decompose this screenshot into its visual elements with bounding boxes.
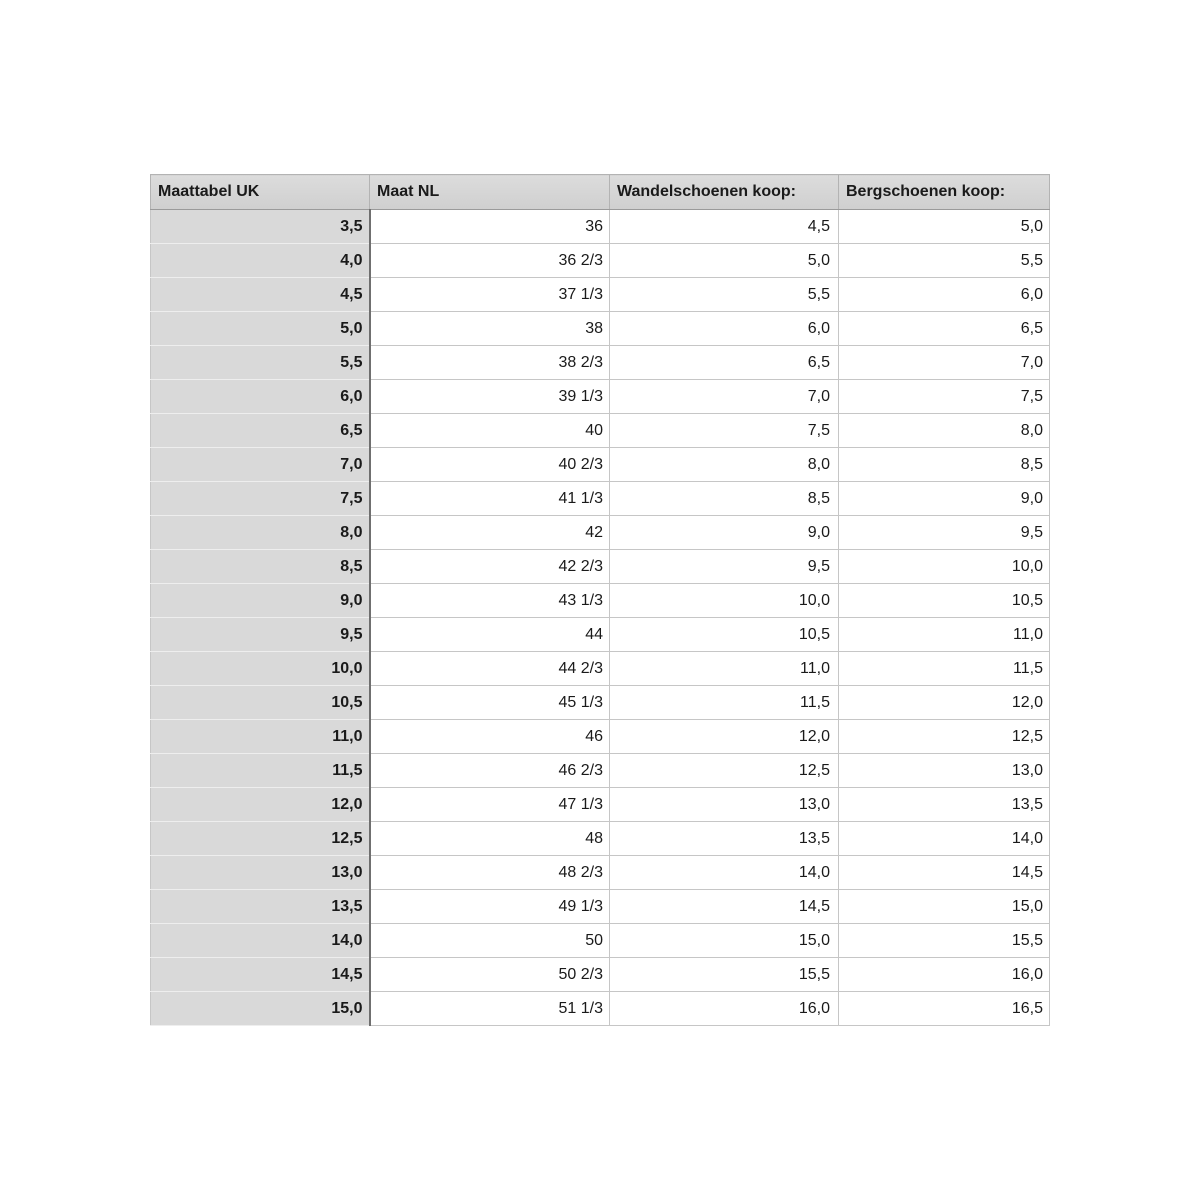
uk-size-cell: 6,0 <box>151 380 370 414</box>
nl-size-cell: 39 1/3 <box>370 380 610 414</box>
table-row <box>151 856 1050 890</box>
walking-shoe-size-cell: 4,5 <box>610 210 839 244</box>
table-row <box>151 754 1050 788</box>
walking-shoe-size-cell: 9,5 <box>610 550 839 584</box>
mountain-boot-size-cell: 16,5 <box>839 992 1050 1026</box>
mountain-boot-size-cell: 7,0 <box>839 346 1050 380</box>
mountain-boot-size-cell: 12,0 <box>839 686 1050 720</box>
table-row <box>151 516 1050 550</box>
uk-size-cell: 5,5 <box>151 346 370 380</box>
uk-size-cell: 4,0 <box>151 244 370 278</box>
walking-shoe-size-cell: 16,0 <box>610 992 839 1026</box>
table-row <box>151 992 1050 1026</box>
mountain-boot-size-cell: 10,0 <box>839 550 1050 584</box>
mountain-boot-size-cell: 14,5 <box>839 856 1050 890</box>
walking-shoe-size-cell: 8,0 <box>610 448 839 482</box>
table-row <box>151 584 1050 618</box>
nl-size-cell: 51 1/3 <box>370 992 610 1026</box>
walking-shoe-size-cell: 14,0 <box>610 856 839 890</box>
nl-size-cell: 44 <box>370 618 610 652</box>
uk-size-cell: 9,5 <box>151 618 370 652</box>
mountain-boot-size-cell: 16,0 <box>839 958 1050 992</box>
uk-size-cell: 13,5 <box>151 890 370 924</box>
walking-shoe-size-cell: 12,0 <box>610 720 839 754</box>
mountain-boot-size-cell: 10,5 <box>839 584 1050 618</box>
mountain-boot-size-cell: 8,0 <box>839 414 1050 448</box>
uk-size-cell: 10,0 <box>151 652 370 686</box>
uk-size-cell: 15,0 <box>151 992 370 1026</box>
table-row <box>151 244 1050 278</box>
uk-size-cell: 14,0 <box>151 924 370 958</box>
nl-size-cell: 42 2/3 <box>370 550 610 584</box>
nl-size-cell: 37 1/3 <box>370 278 610 312</box>
walking-shoe-size-cell: 13,0 <box>610 788 839 822</box>
nl-size-cell: 49 1/3 <box>370 890 610 924</box>
uk-size-cell: 8,5 <box>151 550 370 584</box>
table-row <box>151 312 1050 346</box>
table-row <box>151 380 1050 414</box>
nl-size-cell: 40 2/3 <box>370 448 610 482</box>
walking-shoe-size-cell: 7,5 <box>610 414 839 448</box>
mountain-boot-size-cell: 15,0 <box>839 890 1050 924</box>
uk-size-cell: 4,5 <box>151 278 370 312</box>
table-row <box>151 414 1050 448</box>
nl-size-cell: 38 <box>370 312 610 346</box>
nl-size-cell: 40 <box>370 414 610 448</box>
mountain-boot-size-cell: 5,5 <box>839 244 1050 278</box>
nl-size-cell: 36 2/3 <box>370 244 610 278</box>
table-row <box>151 346 1050 380</box>
table-row <box>151 618 1050 652</box>
mountain-boot-size-cell: 12,5 <box>839 720 1050 754</box>
mountain-boot-size-cell: 7,5 <box>839 380 1050 414</box>
walking-shoe-size-cell: 10,0 <box>610 584 839 618</box>
mountain-boot-size-cell: 11,0 <box>839 618 1050 652</box>
nl-size-cell: 47 1/3 <box>370 788 610 822</box>
uk-size-cell: 7,0 <box>151 448 370 482</box>
nl-size-cell: 46 <box>370 720 610 754</box>
uk-size-cell: 5,0 <box>151 312 370 346</box>
uk-size-cell: 3,5 <box>151 210 370 244</box>
table-row <box>151 278 1050 312</box>
mountain-boot-size-cell: 11,5 <box>839 652 1050 686</box>
nl-size-cell: 38 2/3 <box>370 346 610 380</box>
nl-size-cell: 44 2/3 <box>370 652 610 686</box>
walking-shoe-size-cell: 11,0 <box>610 652 839 686</box>
mountain-boot-size-cell: 8,5 <box>839 448 1050 482</box>
walking-shoe-size-cell: 11,5 <box>610 686 839 720</box>
walking-shoe-size-cell: 5,0 <box>610 244 839 278</box>
mountain-boot-size-cell: 15,5 <box>839 924 1050 958</box>
uk-size-cell: 12,0 <box>151 788 370 822</box>
header-nl-size: Maat NL <box>370 175 610 210</box>
table-row <box>151 924 1050 958</box>
walking-shoe-size-cell: 9,0 <box>610 516 839 550</box>
uk-size-cell: 7,5 <box>151 482 370 516</box>
table-row <box>151 720 1050 754</box>
walking-shoe-size-cell: 14,5 <box>610 890 839 924</box>
table-row <box>151 448 1050 482</box>
uk-size-cell: 11,0 <box>151 720 370 754</box>
walking-shoe-size-cell: 8,5 <box>610 482 839 516</box>
uk-size-cell: 9,0 <box>151 584 370 618</box>
uk-size-cell: 10,5 <box>151 686 370 720</box>
table-row <box>151 482 1050 516</box>
header-walking-shoes: Wandelschoenen koop: <box>610 175 839 210</box>
walking-shoe-size-cell: 13,5 <box>610 822 839 856</box>
size-chart-table <box>150 174 1050 1026</box>
uk-size-cell: 13,0 <box>151 856 370 890</box>
walking-shoe-size-cell: 15,5 <box>610 958 839 992</box>
uk-size-cell: 6,5 <box>151 414 370 448</box>
walking-shoe-size-cell: 6,0 <box>610 312 839 346</box>
mountain-boot-size-cell: 9,0 <box>839 482 1050 516</box>
uk-size-cell: 12,5 <box>151 822 370 856</box>
table-row <box>151 210 1050 244</box>
nl-size-cell: 36 <box>370 210 610 244</box>
header-mountain-boots: Bergschoenen koop: <box>839 175 1050 210</box>
walking-shoe-size-cell: 12,5 <box>610 754 839 788</box>
mountain-boot-size-cell: 13,5 <box>839 788 1050 822</box>
walking-shoe-size-cell: 5,5 <box>610 278 839 312</box>
nl-size-cell: 41 1/3 <box>370 482 610 516</box>
table-body <box>151 210 1050 1026</box>
uk-size-cell: 8,0 <box>151 516 370 550</box>
walking-shoe-size-cell: 6,5 <box>610 346 839 380</box>
mountain-boot-size-cell: 6,5 <box>839 312 1050 346</box>
mountain-boot-size-cell: 14,0 <box>839 822 1050 856</box>
nl-size-cell: 48 <box>370 822 610 856</box>
walking-shoe-size-cell: 10,5 <box>610 618 839 652</box>
mountain-boot-size-cell: 6,0 <box>839 278 1050 312</box>
nl-size-cell: 48 2/3 <box>370 856 610 890</box>
mountain-boot-size-cell: 13,0 <box>839 754 1050 788</box>
nl-size-cell: 42 <box>370 516 610 550</box>
table-row <box>151 890 1050 924</box>
uk-size-cell: 14,5 <box>151 958 370 992</box>
header-uk-size: Maattabel UK <box>151 175 370 210</box>
table-row <box>151 822 1050 856</box>
mountain-boot-size-cell: 5,0 <box>839 210 1050 244</box>
table-row <box>151 652 1050 686</box>
nl-size-cell: 45 1/3 <box>370 686 610 720</box>
table-row <box>151 958 1050 992</box>
table-row <box>151 686 1050 720</box>
walking-shoe-size-cell: 15,0 <box>610 924 839 958</box>
nl-size-cell: 43 1/3 <box>370 584 610 618</box>
nl-size-cell: 46 2/3 <box>370 754 610 788</box>
uk-size-cell: 11,5 <box>151 754 370 788</box>
nl-size-cell: 50 <box>370 924 610 958</box>
table-row <box>151 550 1050 584</box>
header-row <box>151 175 1050 210</box>
mountain-boot-size-cell: 9,5 <box>839 516 1050 550</box>
walking-shoe-size-cell: 7,0 <box>610 380 839 414</box>
table-row <box>151 788 1050 822</box>
nl-size-cell: 50 2/3 <box>370 958 610 992</box>
